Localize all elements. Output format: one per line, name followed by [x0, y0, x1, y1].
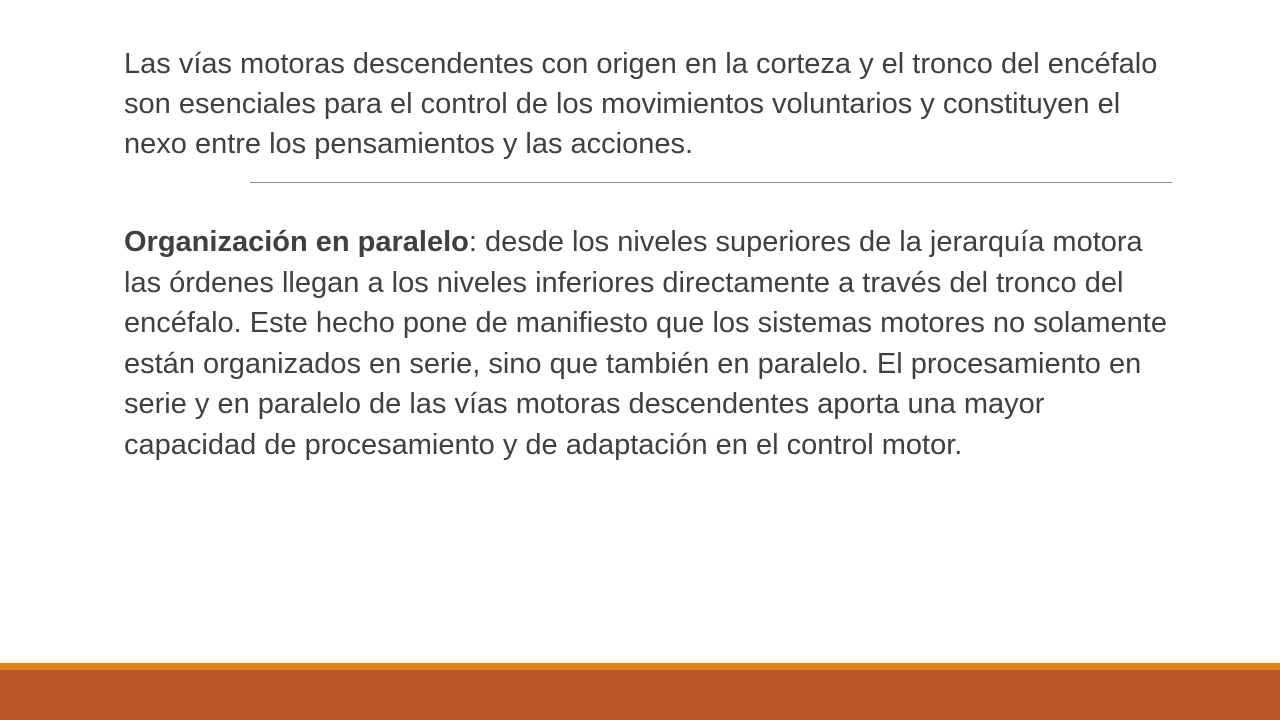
title-divider	[250, 182, 1172, 183]
body-paragraph	[124, 222, 1184, 465]
accent-bar	[0, 663, 1280, 670]
body-term: Organización en paralelo	[124, 226, 469, 258]
slide-title: Las vías motoras descendentes con origen en la corteza y el tronco del encéfalo son esenciales para el control de los movimientos voluntarios y constituyen el nexo entre los pensamientos y las acciones.	[124, 48, 1158, 160]
body-text: : desde los niveles superiores de la jerarquía motora las órdenes llegan a los niveles inferiores directamente a través del tronco del encéfalo. Este hecho pone de manifiesto que los sistemas motores no solamente están organizados en serie, sino que también en paralelo. El procesamiento en serie y en paralelo de las vías motoras descendentes aporta una mayor capacidad de procesamiento y de adaptación en el control motor.	[124, 226, 1167, 461]
footer-bar	[0, 670, 1280, 720]
